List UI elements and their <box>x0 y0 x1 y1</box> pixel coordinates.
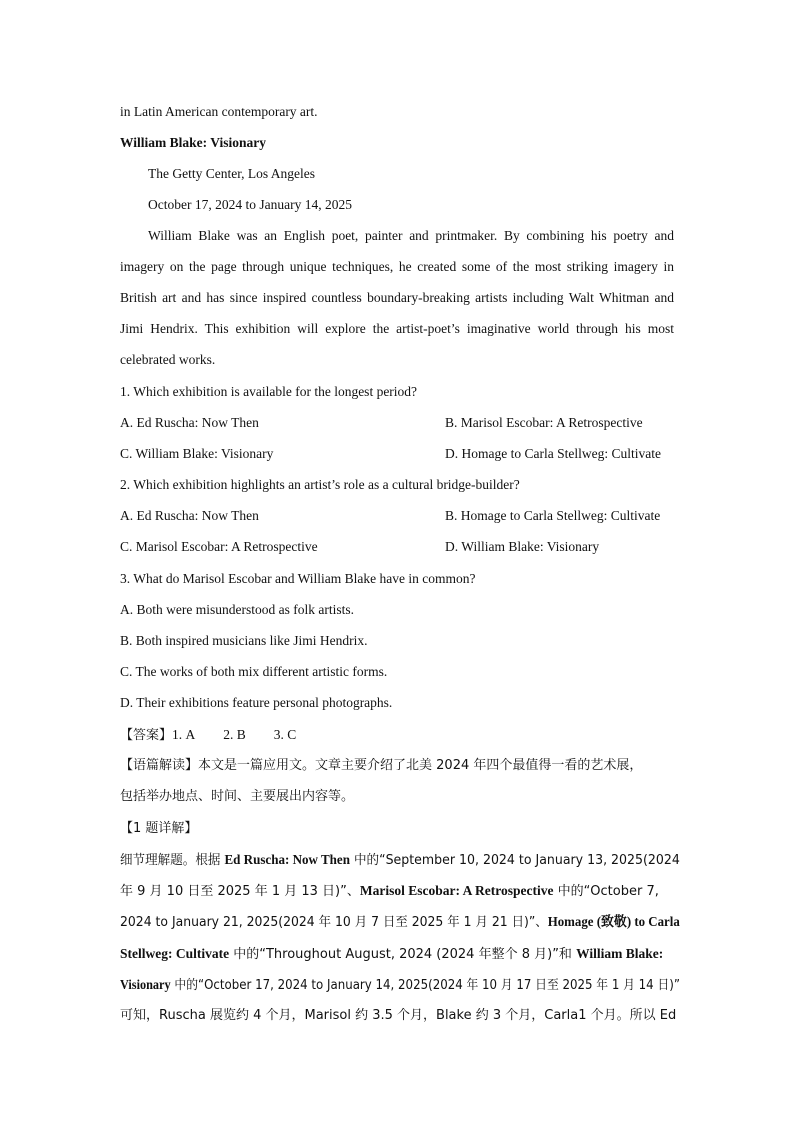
question-1-option-a: A. Ed Ruscha: Now Then <box>120 415 259 430</box>
question-1-option-d: D. Homage to Carla Stellweg: Cultivate <box>445 446 661 461</box>
question-1-option-c: C. William Blake: Visionary <box>120 446 274 461</box>
question-3-option-b: B. Both inspired musicians like Jimi Hendrix. <box>120 633 368 648</box>
detail-exhibition-name: Marisol Escobar: A Retrospective <box>359 883 554 898</box>
exhibition-venue-blake: The Getty Center, Los Angeles <box>148 166 316 181</box>
detail-text: 中的“October 7, <box>553 884 659 899</box>
detail-exhibition-name: Ed Ruscha: Now Then <box>224 852 350 867</box>
blake-description-line-3: British art and has since inspired countless boundary-breaking artists including Walt Whitman and <box>120 290 674 305</box>
detail-text: 中的“October 17, 2024 to January 14, 2025(2024 年 10 月 17 日至 2025 年 1 月 14 日)” <box>170 978 680 993</box>
question-2-option-c: C. Marisol Escobar: A Retrospective <box>120 539 318 554</box>
reading-analysis-line-1 <box>120 757 642 775</box>
blake-description-line-4: Jimi Hendrix. This exhibition will explore the artist-poet’s imaginative world through his most <box>120 321 674 336</box>
question-3-option-a: A. Both were misunderstood as folk artists. <box>120 602 354 617</box>
detail-text: 中的“September 10, 2024 to January 13, 2025(2024 <box>349 853 680 868</box>
blake-description-line-1: William Blake was an English poet, painter and printmaker. By combining his poetry and <box>148 228 674 243</box>
detail-exhibition-name: Visionary <box>120 977 171 992</box>
answer-tag: 【答案】 <box>120 728 173 743</box>
previous-paragraph-tail: in Latin American contemporary art. <box>120 104 318 119</box>
question-3-option-d: D. Their exhibitions feature personal photographs. <box>120 695 393 710</box>
answer-2: 2. B <box>223 727 246 742</box>
detail-exhibition-name: Homage (致敬) to Carla <box>547 914 680 929</box>
detail-line-6: 可知，Ruscha 展览约 4 个月，Marisol 约 3.5 个月，Blake 约 3 个月，Carla1 个月。所以 Ed <box>120 1008 677 1023</box>
detail-exhibition-name: William Blake: <box>576 946 664 961</box>
detail-text: 2024 to January 21, 2025(2024 年 10 月 7 日至 2025 年 1 月 21 日)”、 <box>120 915 548 930</box>
detail-text: 细节理解题。根据 <box>120 853 225 868</box>
question-3-stem: 3. What do Marisol Escobar and William Blake have in common? <box>120 571 476 586</box>
question-1-option-b: B. Marisol Escobar: A Retrospective <box>445 415 643 430</box>
detail-line-3 <box>120 913 680 932</box>
detail-line-2 <box>120 882 659 901</box>
detail-text: 中的“Throughout August, 2024 (2024 年整个 8 月)”和 <box>229 947 577 962</box>
detail-line-5 <box>120 976 680 995</box>
question-2-stem: 2. Which exhibition highlights an artist’s role as a cultural bridge-builder? <box>120 477 520 492</box>
reading-analysis-line-2: 包括举办地点、时间、主要展出内容等。 <box>120 789 355 804</box>
detail-line-1 <box>120 851 680 870</box>
exhibition-title-blake: William Blake: Visionary <box>120 135 267 150</box>
blake-description-line-2: imagery on the page through unique techniques, he created some of the most striking imagery in <box>120 259 674 274</box>
reading-analysis-tag: 【语篇解读】 <box>120 758 199 773</box>
question-2-option-b: B. Homage to Carla Stellweg: Cultivate <box>445 508 661 523</box>
detail-line-4 <box>120 945 663 964</box>
answer-3: 3. C <box>273 727 297 742</box>
reading-analysis-text-1: 本文是一篇应用文。文章主要介绍了北美 2024 年四个最值得一看的艺术展， <box>198 758 643 773</box>
question-2-option-a: A. Ed Ruscha: Now Then <box>120 508 259 523</box>
exhibition-dates-blake: October 17, 2024 to January 14, 2025 <box>148 197 352 212</box>
answer-line <box>120 726 296 745</box>
question-2-option-d: D. William Blake: Visionary <box>445 539 600 554</box>
question-3-option-c: C. The works of both mix different artistic forms. <box>120 664 388 679</box>
detail-exhibition-name: Stellweg: Cultivate <box>120 946 230 961</box>
question-1-stem: 1. Which exhibition is available for the longest period? <box>120 384 418 399</box>
answer-1: 1. A <box>172 727 196 742</box>
blake-description-line-5: celebrated works. <box>120 352 216 367</box>
detail-text: 年 9 月 10 日至 2025 年 1 月 13 日)”、 <box>120 884 360 899</box>
detail-tag: 【1 题详解】 <box>120 821 198 836</box>
